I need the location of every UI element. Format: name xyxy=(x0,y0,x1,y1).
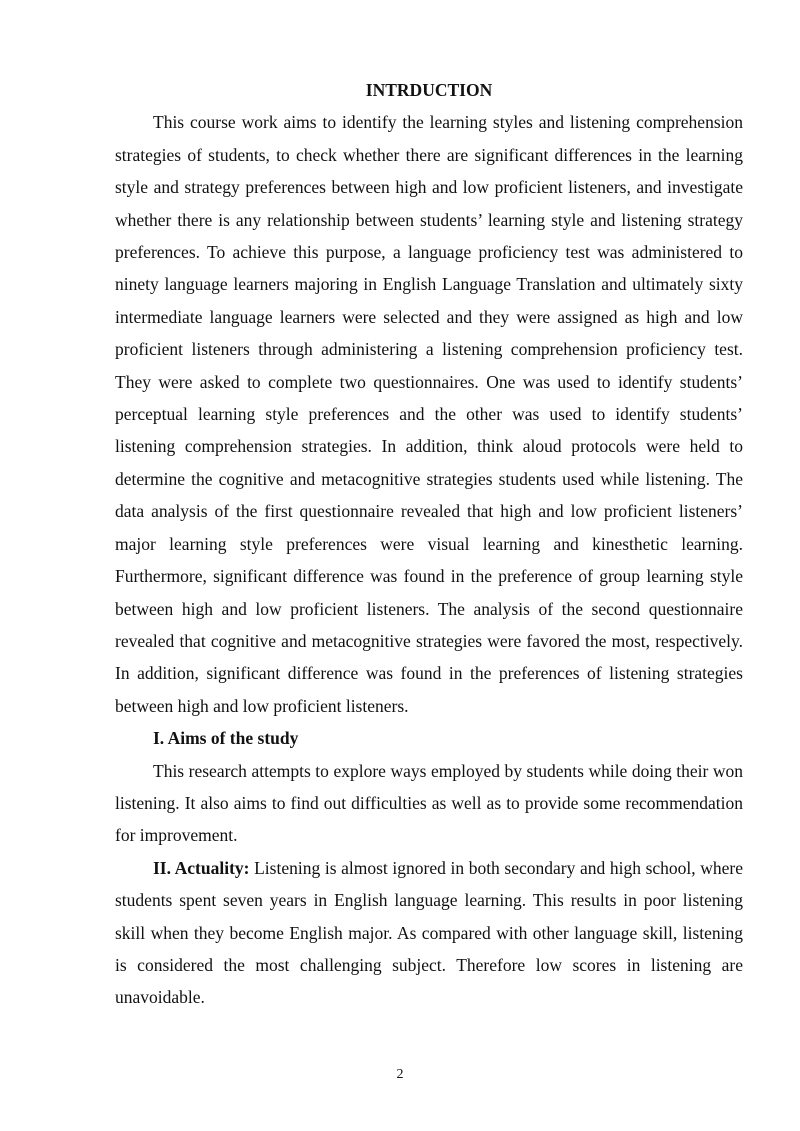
aims-paragraph: This research attempts to explore ways employed by students while doing their won listening. It also aims to find out difficulties as well as to provide some recommendation for improvement. xyxy=(115,760,743,846)
intro-paragraph: This course work aims to identify the learning styles and listening comprehension strategies of students, to check whether there are significant differences in the learning style and strategy preferences between high and low proficient listeners, and investigate whether there is any relationship between students’ learning style and listening strategy preferences. To achieve this purpose, a language proficiency test was administered to ninety language learners majoring in English Language Translation and ultimately sixty intermediate language learners were selected and they were assigned as high and low proficient listeners through administering a listening comprehension proficiency test. They were asked to complete two questionnaires. One was used to identify students’ perceptual learning style preferences and the other was used to identify students’ listening comprehension strategies. In addition, think aloud protocols were held to determine the cognitive and metacognitive strategies students used while listening. The data analysis of the first questionnaire revealed that high and low proficient listeners’ major learning style preferences were visual learning and kinesthetic learning. Furthermore, significant difference was found in the preference of group learning style between high and low proficient listeners. The analysis of the second questionnaire revealed that cognitive and metacognitive strategies were favored the most, respectively. In addition, significant difference was found in the preferences of listening strategies between high and low proficient listeners. xyxy=(115,112,743,716)
page-heading: INTRDUCTION xyxy=(365,80,493,100)
aims-section-title xyxy=(115,722,743,754)
page-content xyxy=(115,74,743,1014)
actuality-text: Listening is almost ignored in both secondary and high school, where students spent seven years in English language learning. This results in poor listening skill when they become English major. As compared with other language skill, listening is considered the most challenging subject. Therefore low scores in listening are unavoidable. xyxy=(115,857,744,1008)
actuality-title: II. Actuality: xyxy=(153,857,250,878)
actuality-paragraph xyxy=(115,852,743,1014)
aims-title: I. Aims of the study xyxy=(153,728,299,749)
page-number: 2 xyxy=(396,1067,404,1082)
